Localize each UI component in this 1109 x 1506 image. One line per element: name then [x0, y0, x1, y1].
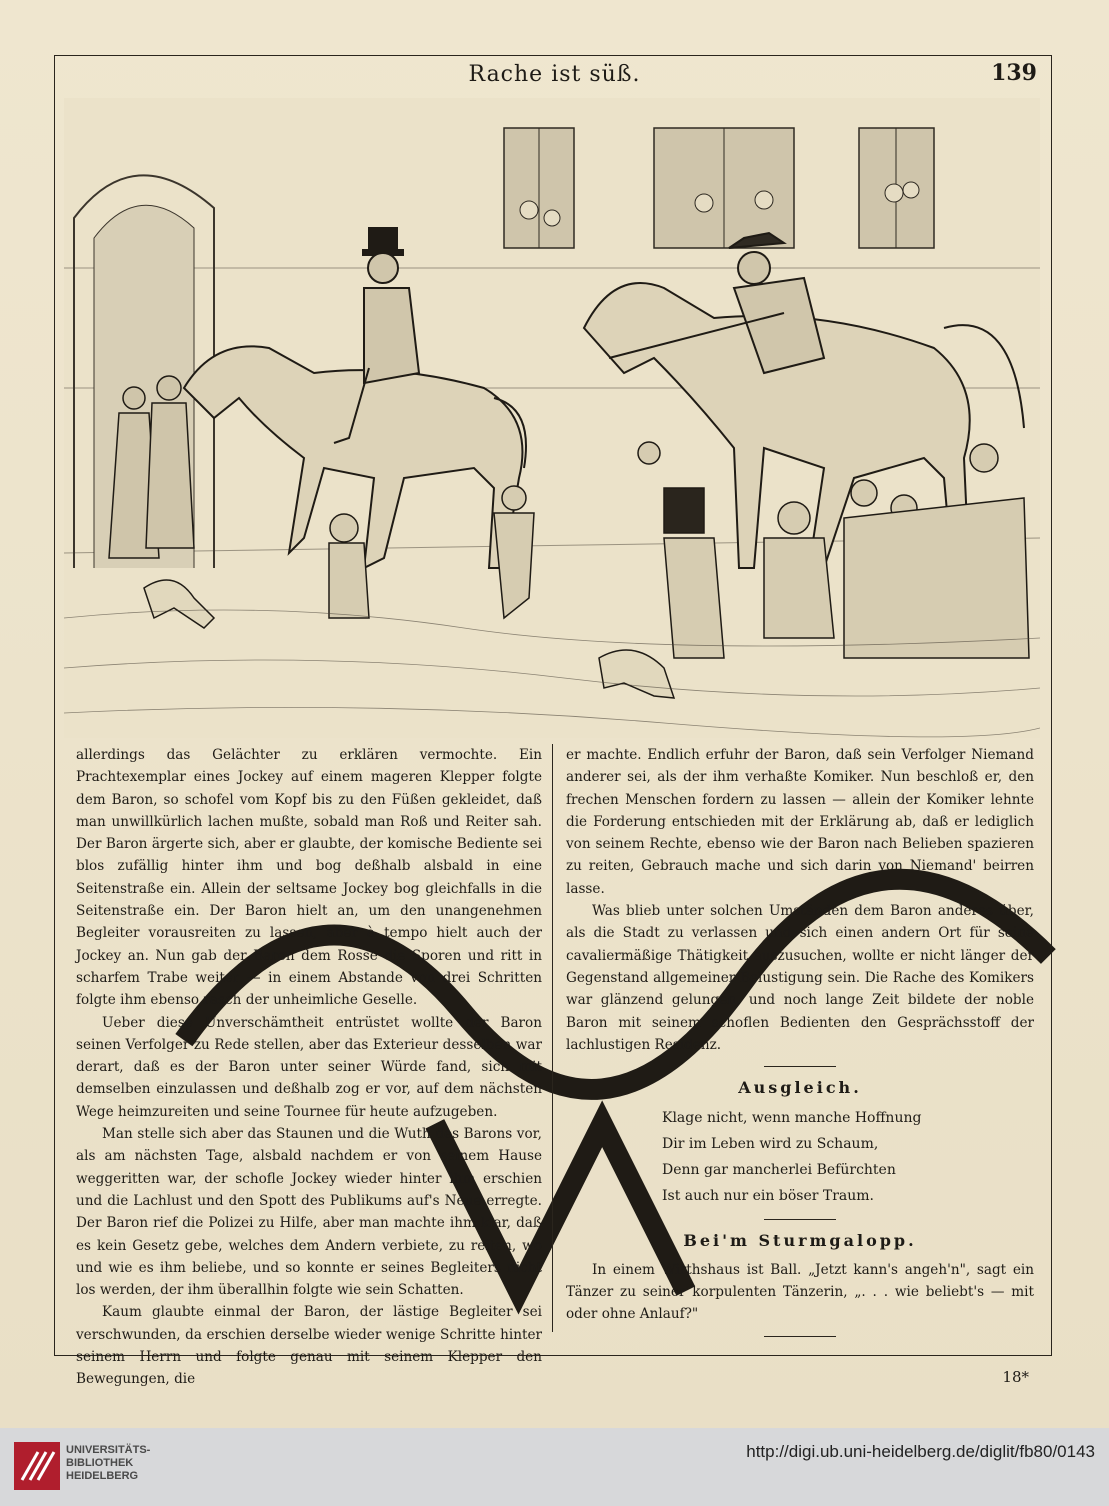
running-title: Rache ist süß.	[468, 62, 641, 87]
signature-mark: 18*	[1002, 1368, 1029, 1386]
article-column-right	[566, 744, 1034, 1347]
library-footer-bar	[0, 1428, 1109, 1506]
paragraph: Kaum glaubte einmal der Baron, der lästige Begleiter sei verschwunden, da erschien derselbe wieder wenige Schritte hinter seinem Herrn und folgte genau mit seinem Klepper den Bewegungen, die	[76, 1304, 542, 1388]
poem-title: Ausgleich.	[738, 1078, 862, 1098]
library-name	[66, 1444, 150, 1483]
paragraph: Man stelle sich aber das Staunen und die Wuth des Barons vor, als am nächsten Tage, alsbald nachdem er von seinem Hause weggeritten war, der schofle Jockey wieder hinter ihm erschien und die Lachlust und den Spott des Publikums auf's Neue erregte. Der Baron rief die Polizei zu Hilfe, aber man machte ihm klar, daß es kein Gesetz gebe, welches dem Andern verbiete, zu reiten, wo und wie es ihm beliebe, und so konnte er seines Begleiters nicht los werden, der ihm überallhin folgte wie sein Schatten.	[76, 1126, 542, 1299]
library-name-line: BIBLIOTHEK	[66, 1457, 134, 1469]
poem	[662, 1105, 1034, 1209]
section-rule	[764, 1219, 836, 1220]
page-number: 139	[991, 60, 1037, 86]
poem-line: Denn gar mancherlei Befürchten	[662, 1162, 896, 1179]
article-column-left	[76, 744, 542, 1391]
library-name-line: HEIDELBERG	[66, 1470, 139, 1482]
section-rule	[764, 1336, 836, 1337]
engraving-illustration	[64, 98, 1040, 738]
paragraph: Ueber diese Unverschämtheit entrüstet wollte der Baron seinen Verfolger zu Rede stellen, aber das Exterieur desselben war derart, daß es der Baron unter seiner Würde fand, sich mit demselben einzulassen und deßhalb zog er vor, auf dem nächsten Wege heimzureiten und seine Tournee für heute aufzugeben.	[76, 1014, 542, 1120]
poem-line: Dir im Leben wird zu Schaum,	[662, 1136, 879, 1153]
poem-line: Ist auch nur ein böser Traum.	[662, 1188, 874, 1205]
column-divider	[552, 744, 553, 1332]
street-scene-drawing	[64, 98, 1040, 738]
university-library-logo-icon	[14, 1442, 60, 1490]
anecdote-text: In einem Wirthshaus ist Ball. „Jetzt kann's angeh'n", sagt ein Tänzer zu seiner korpulenten Tänzerin, „. . . wie beliebt's — mit oder ohne Anlauf?"	[566, 1261, 1034, 1323]
anecdote-title: Bei'm Sturmgalopp.	[683, 1231, 917, 1251]
paragraph: Was blieb unter solchen Umständen dem Baron anderes über, als die Stadt zu verlassen und sich einen andern Ort für seine cavaliermäßige Thätigkeit auszusuchen, wollte er nicht länger der Gegenstand allgemeiner Belustigung sein. Die Rache des Komikers war glänzend gelungen, und noch lange Zeit bildete der noble Baron mit seinem schoflen Bedienten den Gesprächsstoff der lachlustigen Residenz.	[566, 903, 1034, 1053]
poem-line: Klage nicht, wenn manche Hoffnung	[662, 1110, 922, 1127]
section-rule	[764, 1066, 836, 1067]
paragraph: er machte. Endlich erfuhr der Baron, daß sein Verfolger Niemand anderer sei, als der ihm verhaßte Komiker. Nun beschloß er, den frechen Menschen fordern zu lassen — allein der Komiker lehnte die Forderung entschieden mit der Erklärung ab, daß er lediglich von seinem Rechte, ebenso wie der Baron nach Belieben spazieren zu reiten, Gebrauch mache und sich darin von Niemand' beirren lasse.	[566, 747, 1034, 897]
paragraph: allerdings das Gelächter zu erklären vermochte. Ein Prachtexemplar eines Jockey auf einem mageren Klepper folgte dem Baron, so schofel vom Kopf bis zu den Füßen gekleidet, daß man unwillkürlich lachen mußte, sobald man Roß und Reiter sah. Der Baron ärgerte sich, aber er glaubte, der komische Bediente sei blos zufällig hinter ihm und bog deßhalb alsbald in eine Seitenstraße ein. Allein der seltsame Jockey bog gleichfalls in die Seitenstraße ein. Der Baron hielt an, um den unangenehmen Begleiter vorausreiten zu lassen, aber à tempo hielt auch der Jockey an. Nun gab der Baron dem Rosse die Sporen und ritt in scharfem Trabe weiter — in einem Abstande von drei Schritten folgte ihm ebenso rasch der unheimliche Geselle.	[76, 747, 542, 1009]
source-url-link[interactable]: http://digi.ub.uni-heidelberg.de/diglit/fb80/0143	[746, 1442, 1095, 1461]
library-name-line: UNIVERSITÄTS-	[66, 1444, 151, 1456]
